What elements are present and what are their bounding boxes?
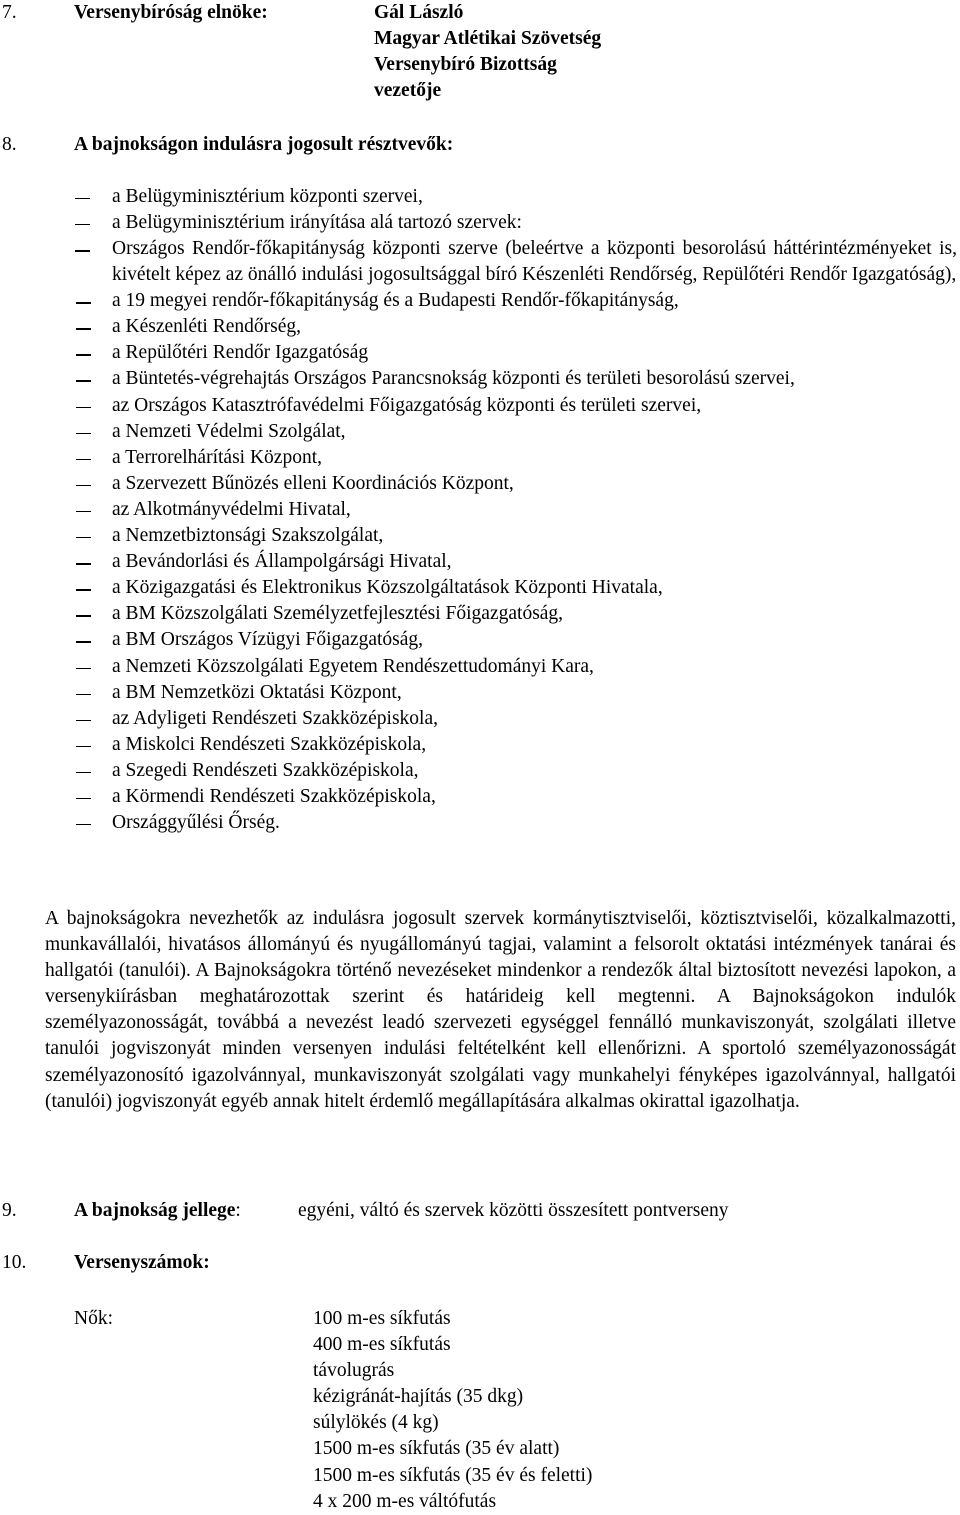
event-item: 1500 m-es síkfutás (35 év és feletti) [313,1464,593,1486]
eligibility-paragraph: A bajnokságokra nevezhetők az indulásra jogosult szervek kormánytisztviselői, köztisztviselői, közalkalmazotti, munkavállalói, hivatásos állományú és nyugállományú tagjai, valamint a felsorolt oktatási intézmények tanárai és hallgatói (tanulói). A Bajnokságokra történő nevezéseket mindenkor a rendezők által biztosított nevezési lapokon, a versenykiírásban meghatározottak szerint és határideig kell megtenni. A Bajnokságokon indulók személyazonosságát, továbbá a nevezést leadó szervezeti egységgel fennálló munkaviszonyát, szolgálati illetve tanulói jogviszonyát minden versenyen indulási feltételként kell ellenőrizni. A sportoló személyazonosságát személyazonosító igazolvánnyal, munkaviszonyát szolgálati vagy munkahelyi fényképes igazolvánnyal, hallgatói (tanulói) jogviszonyát egyéb annak hitelt érdemlő megállapítására alkalmas okirattal igazolhatja. [45,908,956,1112]
event-item: távolugrás [313,1360,395,1382]
list-item: Országgyűlési Őrség. [112,812,280,834]
list-item: a Büntetés-végrehajtás Országos Parancsnokság központi és területi besorolású szervei, [112,368,795,390]
list-item: Országos Rendőr-főkapitányság központi szerve (beleértve a központi besorolású háttérintézményeket is, kivételt képez az önálló indulási jogosultsággal bíró Készenléti Rendőrség, Repülőtéri Rendőr Igazgatóság), [112,238,957,286]
list-item: az Alkotmányvédelmi Hivatal, [112,498,351,520]
list-item: a Körmendi Rendészeti Szakközépiskola, [112,785,436,807]
list-item: a Nemzeti Védelmi Szolgálat, [112,420,346,442]
referee-org-line: Versenybíró Bizottság [374,54,557,75]
referee-org-line: vezetője [374,80,442,101]
list-item: az Adyligeti Rendészeti Szakközépiskola, [112,707,438,729]
event-item: 100 m-es síkfutás [313,1308,451,1329]
list-item: a BM Közszolgálati Személyzetfejlesztési Főigazgatóság, [112,603,564,625]
event-item: kézigránát-hajítás (35 dkg) [313,1386,524,1408]
list-item: a Terrorelhárítási Központ, [112,446,322,468]
section-9-value: egyéni, váltó és szervek közötti összesített pontverseny [298,1200,729,1221]
referee-name: Gál László [374,2,464,23]
event-item: súlylökés (4 kg) [313,1412,439,1434]
list-item: a Nemzeti Közszolgálati Egyetem Rendészettudományi Kara, [112,655,594,677]
list-item: a Repülőtéri Rendőr Igazgatóság [112,342,369,364]
section-9-number: 9. [2,1200,17,1221]
women-events-list [313,1306,592,1515]
list-item: a 19 megyei rendőr-főkapitányság és a Budapesti Rendőr-főkapitányság, [112,290,679,312]
event-item: 4 x 200 m-es váltófutás [313,1490,497,1512]
section-7-value [374,0,601,104]
list-item: a Belügyminisztérium központi szervei, [112,186,423,207]
list-item: a Bevándorlási és Állampolgársági Hivatal, [112,551,452,573]
section-8-number: 8. [2,134,17,155]
referee-org-line: Magyar Atlétikai Szövetség [374,28,602,49]
list-item: a BM Nemzetközi Oktatási Központ, [112,681,402,703]
section-10-number: 10. [2,1252,27,1273]
list-item: a Közigazgatási és Elektronikus Közszolgáltatások Központi Hivatala, [112,577,663,599]
section-7-number: 7. [2,2,17,23]
list-item: a Szegedi Rendészeti Szakközépiskola, [112,759,419,781]
section-9-colon: : [235,1200,241,1221]
eligible-participants-list [0,184,960,836]
list-item: a Miskolci Rendészeti Szakközépiskola, [112,733,427,755]
event-item: 1500 m-es síkfutás (35 év alatt) [313,1438,560,1460]
section-8-label: A bajnokságon indulásra jogosult résztvevők: [74,134,454,155]
section-9-label-text: A bajnokság jellege [74,1200,236,1221]
list-item: a Készenléti Rendőrség, [112,316,301,338]
section-10-label: Versenyszámok: [74,1252,210,1273]
women-category-label: Nők: [74,1308,113,1329]
list-item: a BM Országos Vízügyi Főigazgatóság, [112,629,424,651]
list-item: a Belügyminisztérium irányítása alá tartozó szervek: [112,212,522,234]
section-7-label: Versenybíróság elnöke: [74,2,268,23]
list-item: a Nemzetbiztonsági Szakszolgálat, [112,525,384,547]
list-item: a Szervezett Bűnözés elleni Koordinációs Központ, [112,472,514,494]
list-item: az Országos Katasztrófavédelmi Főigazgatóság központi és területi szervei, [112,394,702,416]
event-item: 400 m-es síkfutás [313,1334,451,1356]
section-9-label [74,1198,241,1224]
